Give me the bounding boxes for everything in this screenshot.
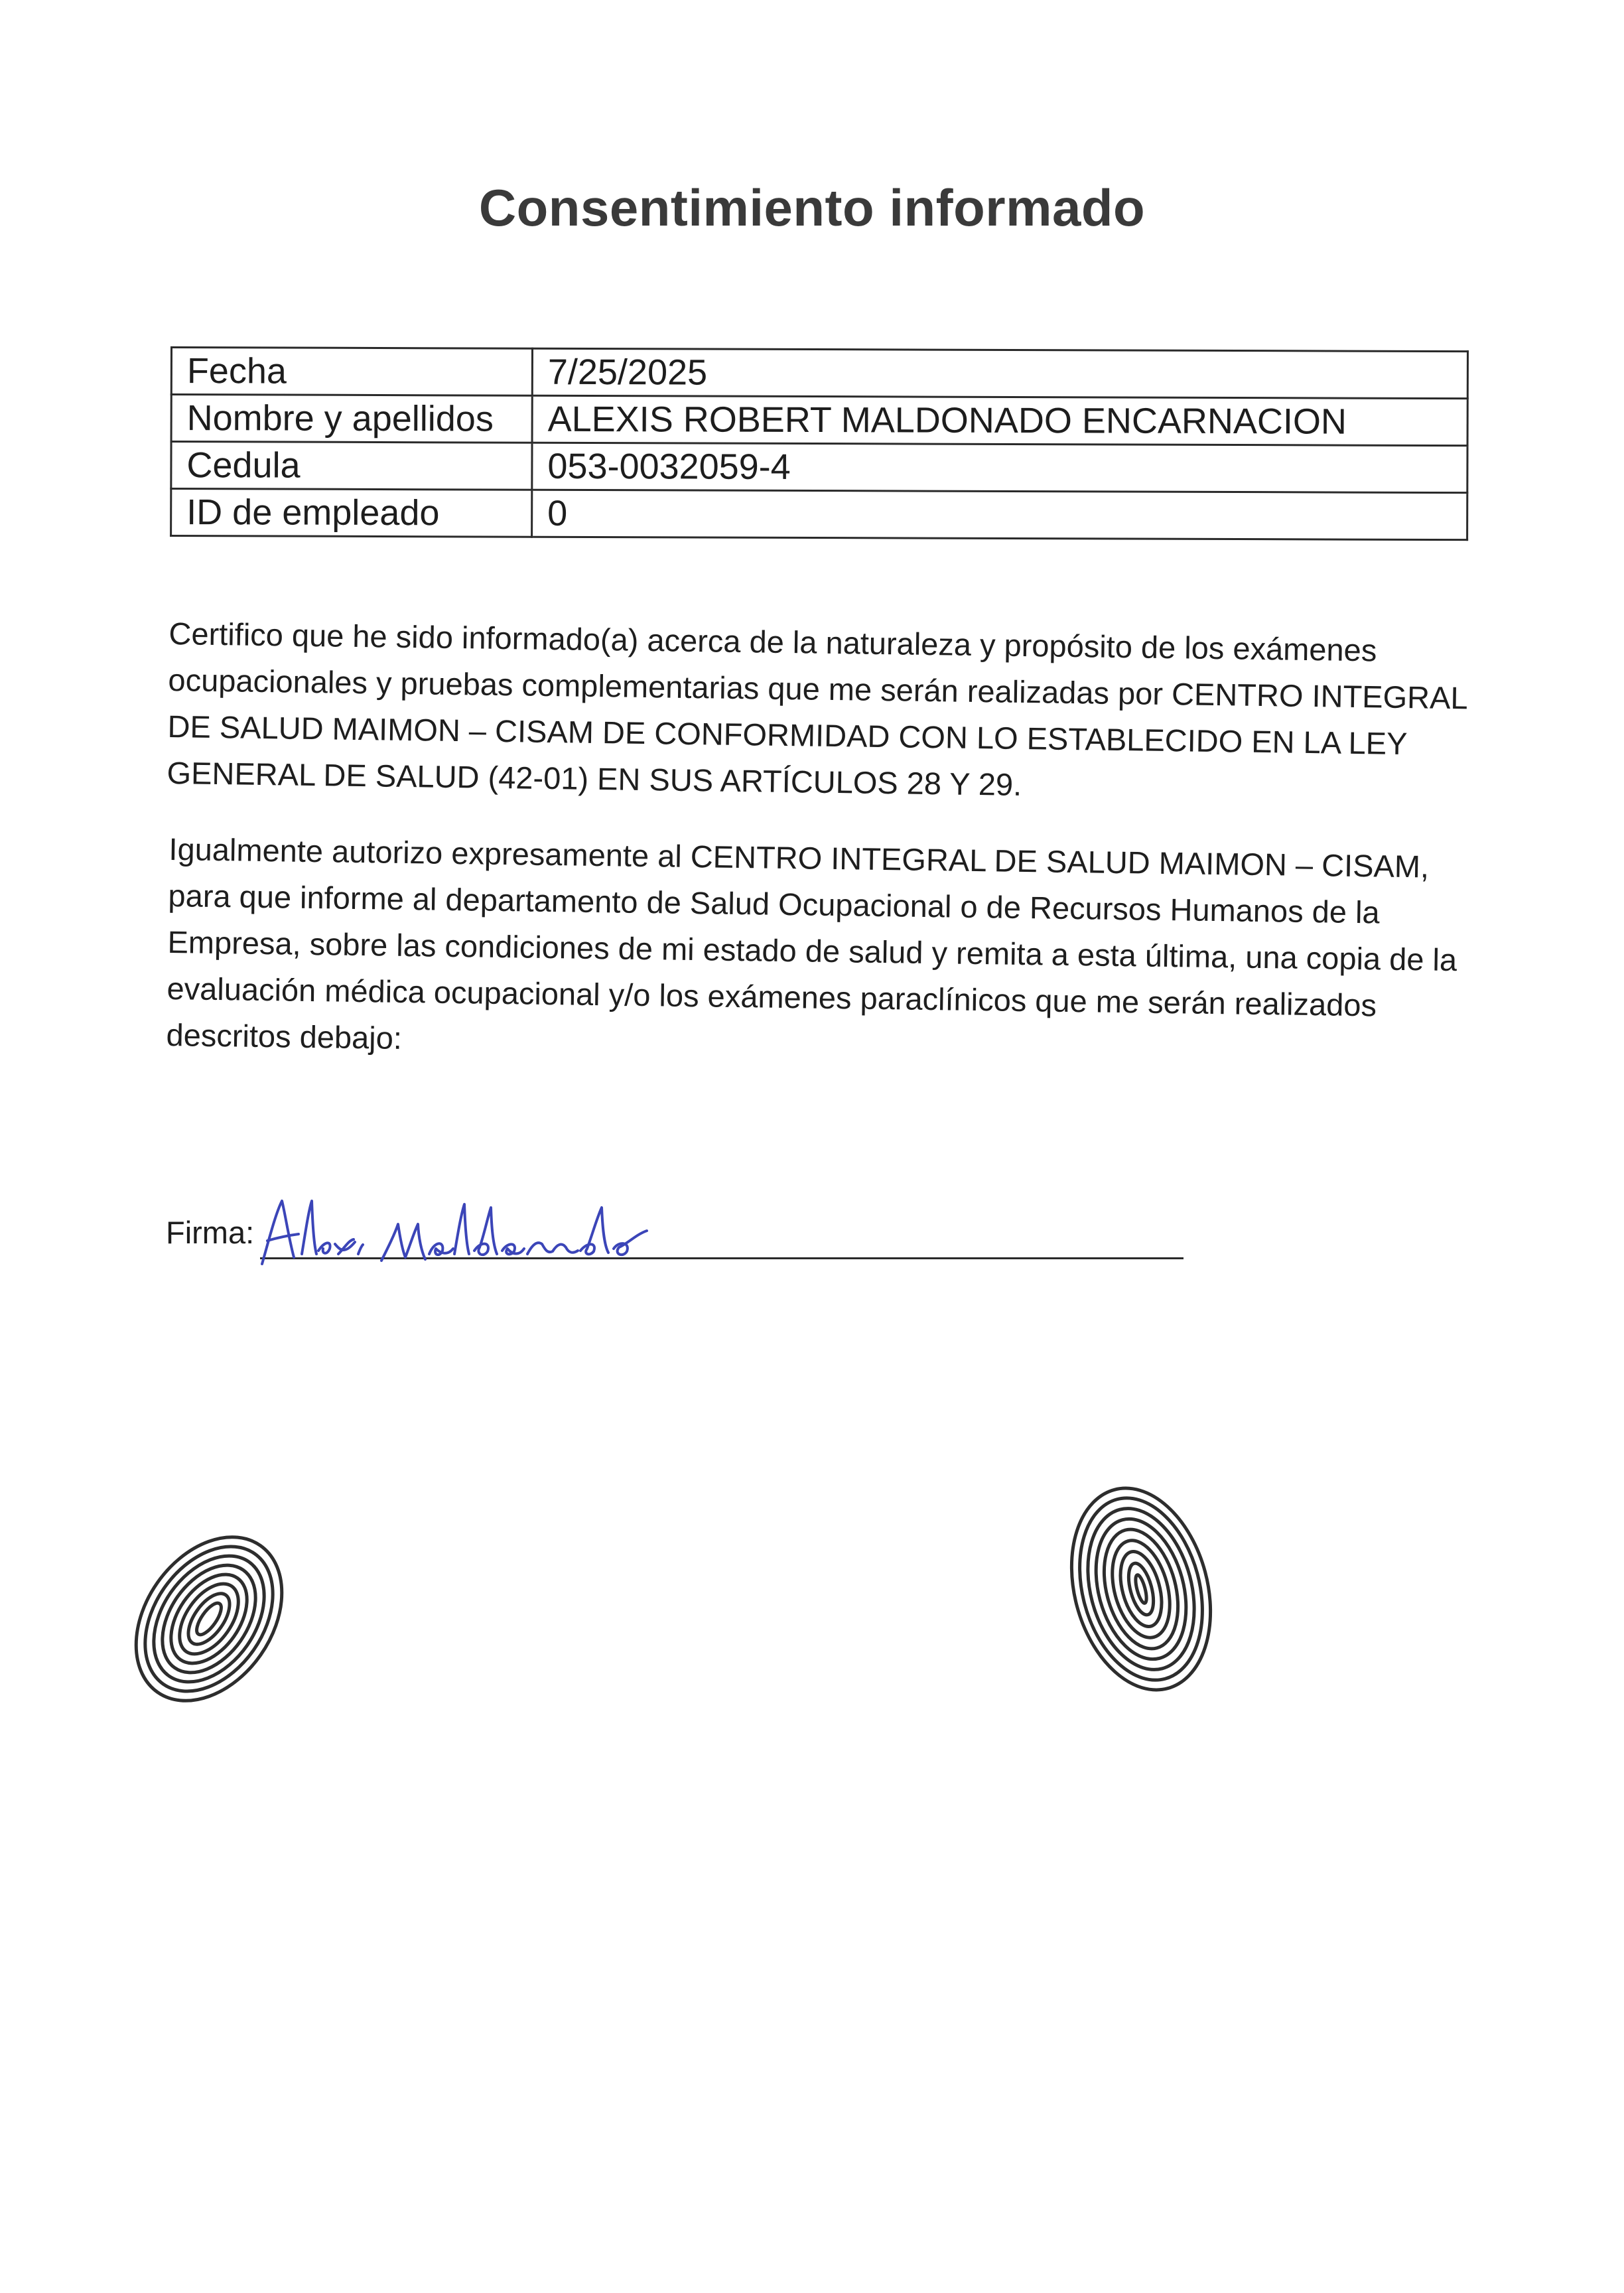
field-value-id-empleado: 0 [532,490,1467,539]
paragraph-certification: Certifico que he sido informado(a) acerca de la naturaleza y propósito de los exámenes ocupacionales y pruebas complementarias que me serán realizadas por CENTRO INTEGRAL DE SALUD MAIMON – CISAM DE CONFORMIDAD CON LO ESTABLECIDO EN LA LEY GENERAL DE SALUD (42-01) EN SUS ARTÍCULOS 28 Y 29. [167,615,1467,802]
field-value-nombre: ALEXIS ROBERT MALDONADO ENCARNACION [532,395,1467,445]
document-title: Consentimiento informado [478,178,1146,237]
field-value-fecha: 7/25/2025 [532,348,1467,398]
field-label-nombre: Nombre y apellidos [171,395,532,443]
field-label-cedula: Cedula [171,442,532,490]
fingerprint-left [126,1519,292,1718]
field-label-fecha: Fecha [171,348,532,396]
field-value-cedula: 053-0032059-4 [532,443,1467,492]
table-row [171,395,1467,446]
info-table [170,346,1469,541]
table-row [171,442,1467,493]
handwritten-signature [255,1188,720,1274]
firma-label: Firma: [166,1215,255,1250]
table-row [171,489,1467,540]
paragraph-authorization: Igualmente autorizo expresamente al CENTRO INTEGRAL DE SALUD MAIMON – CISAM, para que informe al departamento de Salud Ocupacional o de Recursos Humanos de la Empresa, sobre las condiciones de mi estado de salud y remita a esta última, una copia de la evaluación médica ocupacional y/o los exámenes paraclínicos que me serán realizados descritos debajo: [166,831,1457,1056]
fingerprint-right [1055,1476,1227,1702]
field-label-id-empleado: ID de empleado [171,489,532,537]
table-row [171,348,1467,399]
